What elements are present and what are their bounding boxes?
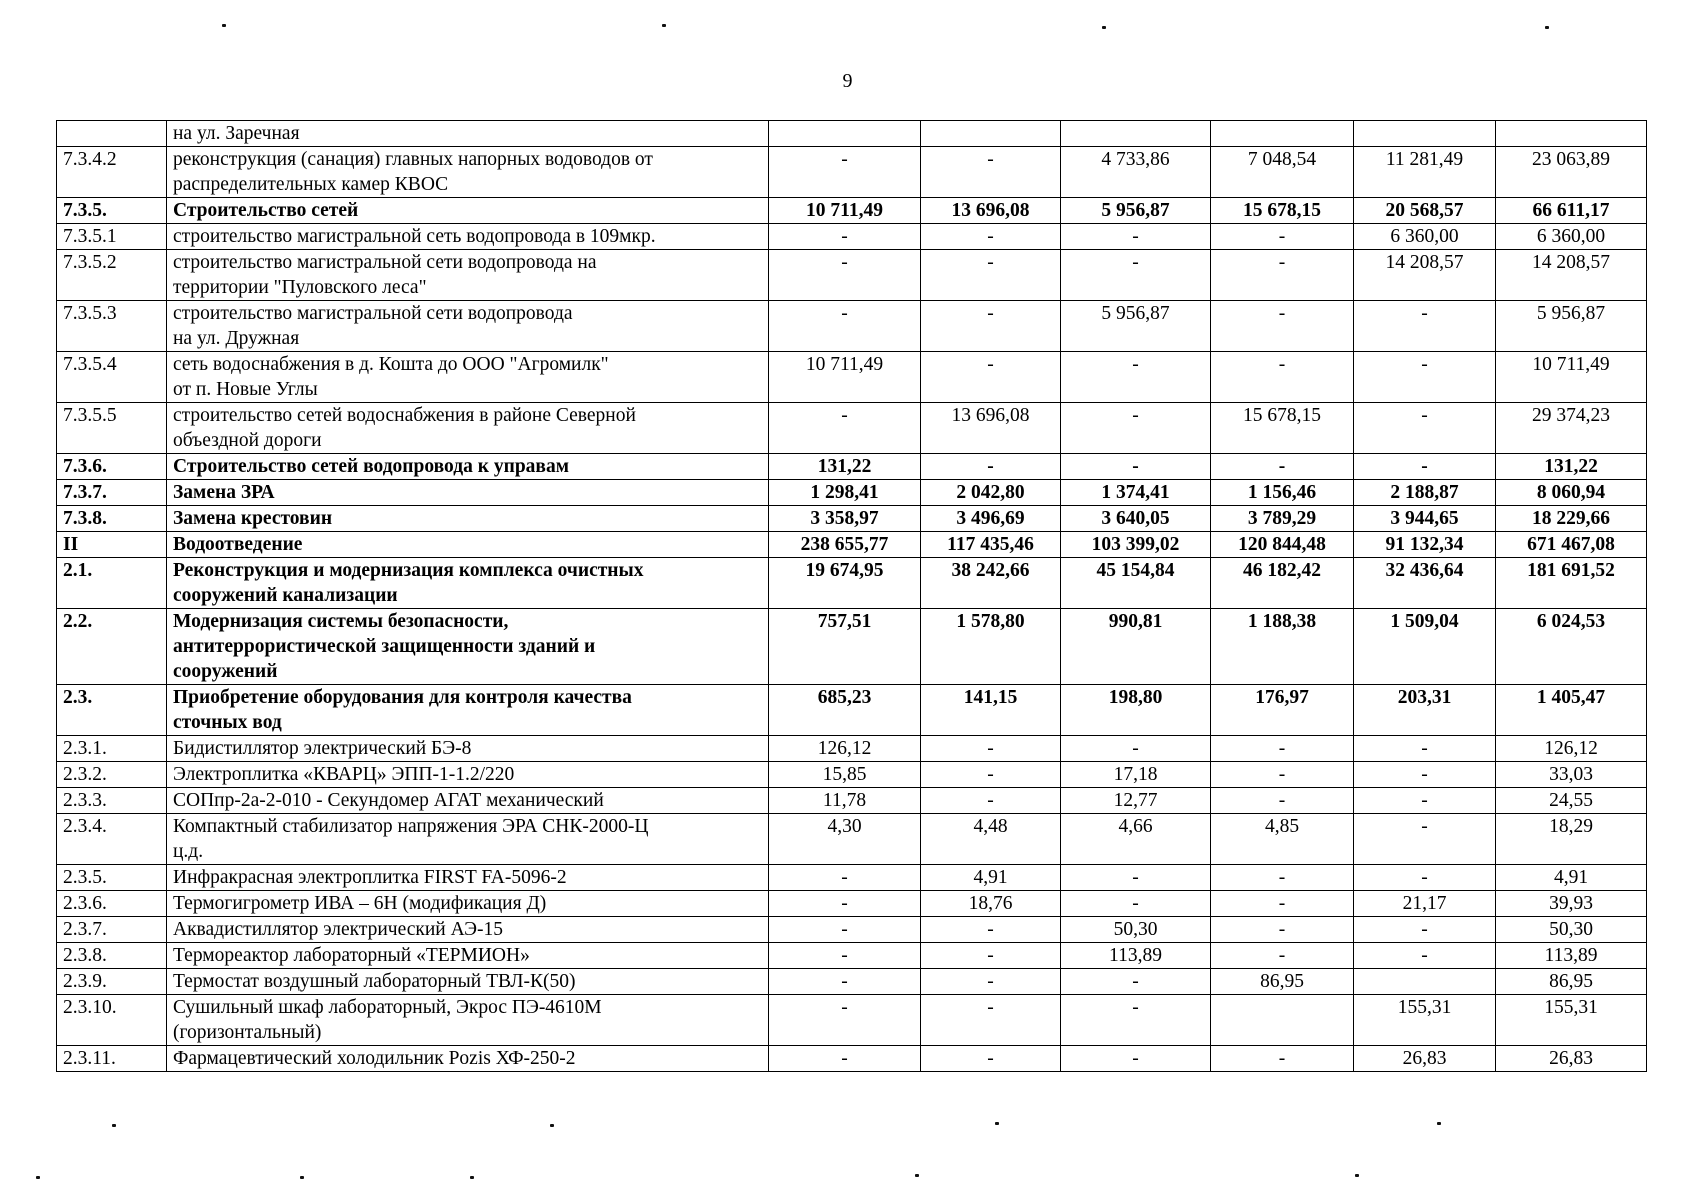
row-value: - [921,454,1061,480]
table-row [57,865,1647,891]
row-code: 2.3.1. [57,736,167,762]
row-code: II [57,532,167,558]
investment-table [56,120,1647,1072]
row-value: 18,76 [921,891,1061,917]
row-value: 5 956,87 [1061,301,1211,352]
row-value: 5 956,87 [1061,198,1211,224]
row-value [1211,121,1354,147]
table-row [57,814,1647,865]
scan-speck [36,1176,40,1179]
row-name: Приобретение оборудования для контроля качества сточных вод [167,685,769,736]
table-row [57,403,1647,454]
row-code: 2.1. [57,558,167,609]
row-name: на ул. Заречная [167,121,769,147]
row-value: 66 611,17 [1496,198,1647,224]
row-value: 10 711,49 [769,352,921,403]
row-value [1354,969,1496,995]
row-value: 1 374,41 [1061,480,1211,506]
page-number: 9 [842,70,853,92]
row-value: 20 568,57 [1354,198,1496,224]
row-code: 2.3.11. [57,1046,167,1072]
row-value: - [1211,1046,1354,1072]
row-value: - [1211,891,1354,917]
row-name: Замена ЗРА [167,480,769,506]
row-value: - [1211,865,1354,891]
scan-speck [300,1176,304,1179]
row-value: 117 435,46 [921,532,1061,558]
row-value: - [1061,1046,1211,1072]
row-value: 46 182,42 [1211,558,1354,609]
row-value: 4,30 [769,814,921,865]
row-value [769,121,921,147]
row-value: 141,15 [921,685,1061,736]
row-value: 86,95 [1496,969,1647,995]
row-value: 4 733,86 [1061,147,1211,198]
row-value: 671 467,08 [1496,532,1647,558]
row-value: 50,30 [1496,917,1647,943]
table-row [57,198,1647,224]
row-value: - [1061,969,1211,995]
row-code: 7.3.6. [57,454,167,480]
row-value: 2 042,80 [921,480,1061,506]
row-value: - [1061,250,1211,301]
row-value: 131,22 [769,454,921,480]
row-code: 7.3.5.3 [57,301,167,352]
row-name: Инфракрасная электроплитка FIRST FA-5096-2 [167,865,769,891]
row-value: 198,80 [1061,685,1211,736]
row-value: 45 154,84 [1061,558,1211,609]
row-value: 1 188,38 [1211,609,1354,685]
row-value: 18 229,66 [1496,506,1647,532]
row-value: 38 242,66 [921,558,1061,609]
table-row [57,685,1647,736]
row-value: 11 281,49 [1354,147,1496,198]
table-row [57,788,1647,814]
table-row [57,969,1647,995]
table-row [57,917,1647,943]
row-value: - [1061,224,1211,250]
scan-speck [1545,26,1549,29]
row-value: 19 674,95 [769,558,921,609]
row-name: Аквадистиллятор электрический АЭ-15 [167,917,769,943]
row-name: Модернизация системы безопасности, антитеррористической защищенности зданий и сооружений [167,609,769,685]
row-value: 6 360,00 [1354,224,1496,250]
scan-speck [915,1174,919,1177]
row-value: 3 358,97 [769,506,921,532]
scan-speck [1102,26,1106,29]
row-code: 7.3.5.5 [57,403,167,454]
row-code: 2.2. [57,609,167,685]
row-value: - [1354,403,1496,454]
row-value: 1 405,47 [1496,685,1647,736]
row-value: 126,12 [769,736,921,762]
row-value: 4,91 [1496,865,1647,891]
row-value: 24,55 [1496,788,1647,814]
table-row [57,891,1647,917]
row-value: 14 208,57 [1496,250,1647,301]
row-value: - [1354,865,1496,891]
row-value: - [1211,762,1354,788]
row-value: 3 944,65 [1354,506,1496,532]
row-value [1061,121,1211,147]
row-code: 2.3.10. [57,995,167,1046]
row-value: 26,83 [1354,1046,1496,1072]
row-value: - [921,943,1061,969]
row-value: 7 048,54 [1211,147,1354,198]
row-value: - [921,1046,1061,1072]
row-value: - [1354,301,1496,352]
row-value: 181 691,52 [1496,558,1647,609]
row-value [1211,995,1354,1046]
row-value: 203,31 [1354,685,1496,736]
row-value: - [1061,995,1211,1046]
row-value: 120 844,48 [1211,532,1354,558]
row-name: Термогигрометр ИВА – 6Н (модификация Д) [167,891,769,917]
row-value: 14 208,57 [1354,250,1496,301]
row-value: - [769,995,921,1046]
row-value: - [1354,736,1496,762]
scan-speck [112,1124,116,1127]
row-value: - [1211,788,1354,814]
table-row [57,224,1647,250]
row-value: 176,97 [1211,685,1354,736]
row-name: сеть водоснабжения в д. Кошта до ООО "Агромилк" от п. Новые Углы [167,352,769,403]
row-value: - [1211,736,1354,762]
table-row [57,532,1647,558]
table-row [57,558,1647,609]
row-value: 21,17 [1354,891,1496,917]
row-value: 126,12 [1496,736,1647,762]
row-value: 1 298,41 [769,480,921,506]
row-value: - [1354,943,1496,969]
row-name: Замена крестовин [167,506,769,532]
scan-speck [1355,1174,1359,1177]
row-value: - [769,301,921,352]
row-value: - [921,917,1061,943]
row-name: строительство магистральной сеть водопровода в 109мкр. [167,224,769,250]
row-code [57,121,167,147]
row-value: - [1211,250,1354,301]
row-value: 1 509,04 [1354,609,1496,685]
row-value: 5 956,87 [1496,301,1647,352]
row-value: 2 188,87 [1354,480,1496,506]
row-value: - [921,969,1061,995]
row-value: - [769,865,921,891]
row-code: 7.3.5.4 [57,352,167,403]
row-name: Строительство сетей [167,198,769,224]
table-row [57,609,1647,685]
row-value: 155,31 [1496,995,1647,1046]
row-value: - [769,147,921,198]
row-value: 6 024,53 [1496,609,1647,685]
row-value [1354,121,1496,147]
row-value: - [1354,454,1496,480]
row-name: СОПпр-2а-2-010 - Секундомер АГАТ механический [167,788,769,814]
row-value: - [1354,762,1496,788]
row-value: 33,03 [1496,762,1647,788]
row-value: 15 678,15 [1211,198,1354,224]
row-value: 3 496,69 [921,506,1061,532]
row-value: - [769,1046,921,1072]
table-row [57,995,1647,1046]
row-value [921,121,1061,147]
row-code: 7.3.5. [57,198,167,224]
row-value: 13 696,08 [921,403,1061,454]
row-code: 7.3.5.1 [57,224,167,250]
row-value: 103 399,02 [1061,532,1211,558]
row-value: 15,85 [769,762,921,788]
row-value: - [1061,454,1211,480]
row-code: 7.3.7. [57,480,167,506]
row-value: 757,51 [769,609,921,685]
row-value: - [1061,736,1211,762]
row-value: - [1061,352,1211,403]
row-name: строительство сетей водоснабжения в районе Северной объездной дороги [167,403,769,454]
row-value: - [1211,454,1354,480]
row-value: - [1211,224,1354,250]
row-value: 131,22 [1496,454,1647,480]
row-value: 8 060,94 [1496,480,1647,506]
row-name: Термореактор лабораторный «ТЕРМИОН» [167,943,769,969]
row-value: - [769,250,921,301]
row-value: - [1211,301,1354,352]
row-value: 23 063,89 [1496,147,1647,198]
row-name: реконструкция (санация) главных напорных водоводов от распределительных камер КВОС [167,147,769,198]
table-row [57,250,1647,301]
table-row [57,301,1647,352]
row-value: - [769,917,921,943]
row-value: - [921,352,1061,403]
row-value: - [921,224,1061,250]
row-value: - [921,736,1061,762]
row-value: 4,85 [1211,814,1354,865]
row-value: - [769,969,921,995]
scan-speck [550,1124,554,1127]
row-code: 2.3. [57,685,167,736]
row-value: - [921,995,1061,1046]
row-value: - [921,762,1061,788]
row-value: 113,89 [1496,943,1647,969]
row-code: 2.3.9. [57,969,167,995]
row-code: 2.3.3. [57,788,167,814]
table-row [57,480,1647,506]
row-name: Сушильный шкаф лабораторный, Экрос ПЭ-4610М (горизонтальный) [167,995,769,1046]
row-value: 17,18 [1061,762,1211,788]
row-value: 3 789,29 [1211,506,1354,532]
row-value: - [921,788,1061,814]
row-value [1496,121,1647,147]
row-value: 12,77 [1061,788,1211,814]
row-value: 4,91 [921,865,1061,891]
row-name: Реконструкция и модернизация комплекса очистных сооружений канализации [167,558,769,609]
row-value: 1 156,46 [1211,480,1354,506]
row-value: 13 696,08 [921,198,1061,224]
scan-speck [995,1122,999,1125]
row-value: - [1061,865,1211,891]
row-value: 10 711,49 [769,198,921,224]
row-name: Электроплитка «КВАРЦ» ЭПП-1-1.2/220 [167,762,769,788]
row-code: 7.3.8. [57,506,167,532]
row-name: Строительство сетей водопровода к управам [167,454,769,480]
row-value: 29 374,23 [1496,403,1647,454]
row-name: Термостат воздушный лабораторный ТВЛ-К(50) [167,969,769,995]
row-name: Фармацевтический холодильник Pozis ХФ-250-2 [167,1046,769,1072]
row-value: 113,89 [1061,943,1211,969]
row-code: 7.3.5.2 [57,250,167,301]
row-code: 2.3.8. [57,943,167,969]
table-row [57,736,1647,762]
row-value: 990,81 [1061,609,1211,685]
row-value: - [921,250,1061,301]
row-name: строительство магистральной сети водопровода на территории "Пуловского леса" [167,250,769,301]
row-code: 7.3.4.2 [57,147,167,198]
row-code: 2.3.6. [57,891,167,917]
row-value: - [769,891,921,917]
row-name: Бидистиллятор электрический БЭ-8 [167,736,769,762]
row-value: - [1354,814,1496,865]
row-value: 39,93 [1496,891,1647,917]
row-value: - [921,147,1061,198]
row-value: 18,29 [1496,814,1647,865]
row-code: 2.3.7. [57,917,167,943]
row-code: 2.3.5. [57,865,167,891]
scan-speck [1437,1122,1441,1125]
row-value: - [1211,352,1354,403]
row-value: - [769,224,921,250]
row-value: - [921,301,1061,352]
table-row [57,506,1647,532]
row-value: 11,78 [769,788,921,814]
row-value: - [1354,917,1496,943]
row-name: Водоотведение [167,532,769,558]
scan-speck [222,24,226,27]
row-value: 26,83 [1496,1046,1647,1072]
row-value: - [769,943,921,969]
scan-speck [662,24,666,27]
row-value: 86,95 [1211,969,1354,995]
row-value: 6 360,00 [1496,224,1647,250]
row-value: 32 436,64 [1354,558,1496,609]
row-value: 10 711,49 [1496,352,1647,403]
table-row [57,762,1647,788]
row-value: 155,31 [1354,995,1496,1046]
row-value: - [1354,352,1496,403]
row-name: Компактный стабилизатор напряжения ЭРА СНК-2000-Ц ц.д. [167,814,769,865]
row-value: 4,66 [1061,814,1211,865]
row-value: - [1061,891,1211,917]
row-value: 15 678,15 [1211,403,1354,454]
scan-speck [470,1176,474,1179]
row-value: 1 578,80 [921,609,1061,685]
row-value: - [1061,403,1211,454]
row-name: строительство магистральной сети водопровода на ул. Дружная [167,301,769,352]
row-value: 50,30 [1061,917,1211,943]
table-row [57,454,1647,480]
row-value: 91 132,34 [1354,532,1496,558]
row-value: - [1354,788,1496,814]
table-row [57,1046,1647,1072]
table-row [57,147,1647,198]
row-value: - [769,403,921,454]
table-row [57,352,1647,403]
row-value: 4,48 [921,814,1061,865]
row-code: 2.3.4. [57,814,167,865]
row-value: 685,23 [769,685,921,736]
row-value: - [1211,943,1354,969]
table-row [57,121,1647,147]
row-value: 3 640,05 [1061,506,1211,532]
row-code: 2.3.2. [57,762,167,788]
row-value: - [1211,917,1354,943]
table-row [57,943,1647,969]
row-value: 238 655,77 [769,532,921,558]
